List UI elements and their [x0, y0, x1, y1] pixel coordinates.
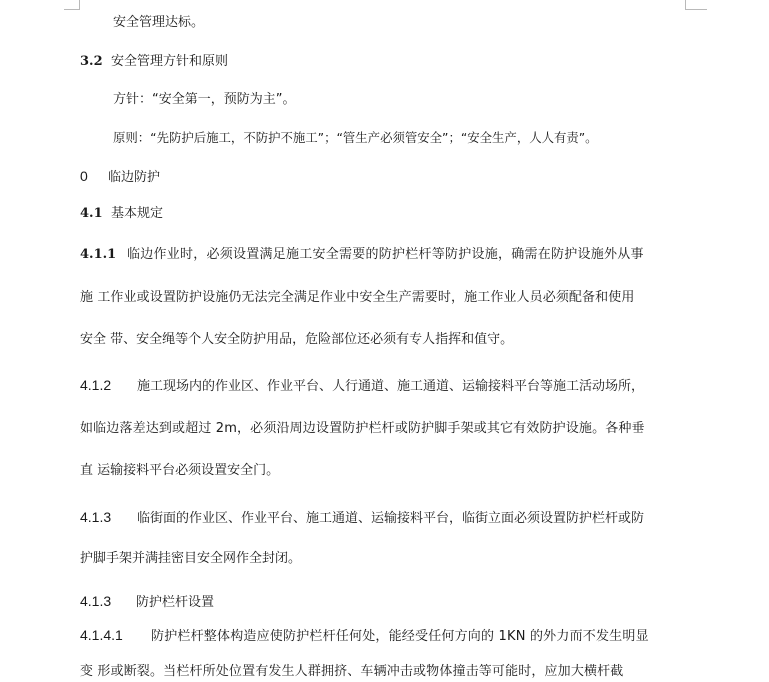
paragraph-4-1-1-line-1 — [80, 246, 685, 264]
section-number: 3.2 — [80, 54, 103, 69]
text-line — [113, 91, 295, 109]
paragraph-text: 施 工作业或设置防护设施仍无法完全满足作业中安全生产需要时，施工作业人员必须配备和使用 — [80, 290, 635, 305]
section-number: 4.1.1 — [80, 247, 117, 262]
paragraph-text: 安全 带、安全绳等个人安全防护用品，危险部位还必须有专人指挥和值守。 — [80, 332, 514, 347]
paragraph-4-1-1-line-2 — [80, 289, 685, 307]
principle-text: 原则：“先防护后施工，不防护不施工”；“管生产必须管安全”；“安全生产，人人有责”。 — [113, 130, 598, 145]
section-title: 安全管理方针和原则 — [111, 54, 229, 69]
section-heading-4-1 — [80, 205, 163, 223]
paragraph-text: 如临边落差达到或超过 2m，必须沿周边设置防护栏杆或防护脚手架或其它有效防护设施。各种垂 — [80, 421, 645, 436]
text-line — [113, 14, 204, 32]
paragraph-text: 护脚手架并满挂密目安全网作全封闭。 — [80, 551, 302, 566]
paragraph-text: 防护栏杆整体构造应使防护栏杆任何处，能经受任何方向的 1KN 的外力而不发生明显 — [151, 629, 649, 644]
section-title: 基本规定 — [111, 206, 164, 221]
section-number: 4.1 — [80, 206, 103, 221]
paragraph-4-1-4-1-line-2 — [80, 663, 623, 681]
text-line — [113, 129, 598, 147]
paragraph-text: 临街面的作业区、作业平台、施工通道、运输接料平台，临街立面必须设置防护栏杆或防 — [137, 511, 645, 526]
section-number: 0 — [80, 168, 88, 184]
crop-mark-left-horizontal — [64, 9, 80, 10]
paragraph-4-1-2-line-2 — [80, 420, 645, 438]
paragraph-text: 安全管理达标。 — [113, 15, 205, 30]
paragraph-text: 临边作业时，必须设置满足施工安全需要的防护栏杆等防护设施，确需在防护设施外从事 — [127, 247, 644, 262]
paragraph-4-1-2-line-3 — [80, 462, 279, 480]
section-title: 防护栏杆设置 — [136, 595, 215, 610]
section-heading-4-1-3 — [80, 592, 214, 612]
paragraph-4-1-1-line-3 — [80, 331, 513, 349]
section-number: 4.1.3 — [80, 593, 112, 609]
paragraph-text: 施工现场内的作业区、作业平台、人行通道、施工通道、运输接料平台等施工活动场所， — [137, 379, 645, 394]
paragraph-4-1-4-1-line-1 — [80, 626, 649, 646]
paragraph-4-1-3-line-2 — [80, 550, 301, 568]
section-title: 临边防护 — [108, 170, 161, 185]
paragraph-text: 直 运输接料平台必须设置安全门。 — [80, 463, 280, 478]
paragraph-4-1-2-line-1 — [80, 376, 644, 396]
section-heading-3-2 — [80, 53, 228, 71]
section-number: 4.1.2 — [80, 377, 112, 393]
paragraph-text: 变 形或断裂。当栏杆所处位置有发生人群拥挤、车辆冲击或物体撞击等可能时，应加大横杆截 — [80, 664, 624, 679]
paragraph-4-1-3-line-1 — [80, 508, 644, 528]
crop-mark-right-horizontal — [685, 9, 707, 10]
section-heading-0 — [80, 167, 160, 187]
section-number: 4.1.3 — [80, 509, 112, 525]
section-number: 4.1.4.1 — [80, 627, 123, 643]
policy-text: 方针：“安全第一，预防为主”。 — [113, 92, 296, 107]
